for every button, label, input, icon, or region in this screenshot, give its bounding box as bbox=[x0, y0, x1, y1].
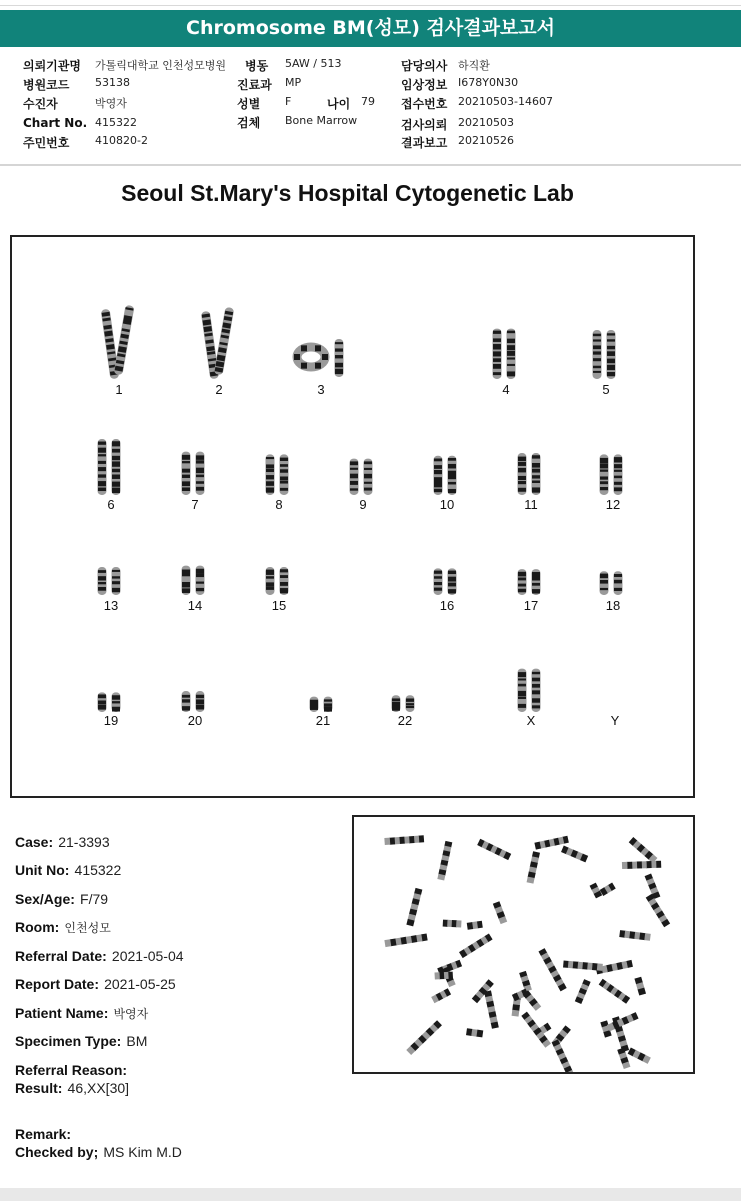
chromosome-label-2: 2 bbox=[215, 382, 223, 397]
top-border bbox=[0, 0, 741, 6]
unit-no-label: Unit No: bbox=[15, 862, 70, 878]
referral-date-value: 2021-05-04 bbox=[111, 948, 184, 964]
sex-age-label: Sex/Age: bbox=[15, 891, 75, 907]
lab-title: Seoul St.Mary's Hospital Cytogenetic Lab bbox=[121, 180, 574, 206]
chromosome-label-5: 5 bbox=[602, 382, 610, 397]
specimen-label: 검체 bbox=[237, 116, 261, 130]
metaphase-chromosome bbox=[406, 1020, 442, 1055]
metaphase-chromosome bbox=[628, 1047, 651, 1063]
metaphase-chromosome bbox=[552, 1039, 575, 1072]
report-date-row bbox=[15, 974, 176, 993]
result-label: Result: bbox=[15, 1080, 63, 1096]
chromosome-label-1: 1 bbox=[115, 382, 123, 397]
chromosome-pair-5 bbox=[593, 330, 616, 379]
chromosome-label-9: 9 bbox=[359, 497, 367, 512]
chromosome-label-y: Y bbox=[610, 713, 620, 728]
metaphase-chromosome bbox=[406, 888, 422, 926]
report-date-value: 2021-05-25 bbox=[104, 976, 176, 992]
header-divider bbox=[0, 164, 741, 166]
referral-reason-label: Referral Reason: bbox=[15, 1062, 128, 1078]
requesting-institution-label: 의뢰기관명 bbox=[23, 59, 81, 73]
metaphase-chromosome bbox=[600, 882, 616, 895]
chromosome-label-13: 13 bbox=[103, 598, 119, 613]
chromosome-pair-11 bbox=[518, 453, 541, 495]
metaphase-chromosome bbox=[493, 901, 507, 924]
chromosome-label-10: 10 bbox=[439, 497, 455, 512]
report-title: Chromosome BM(성모) 검사결과보고서 bbox=[0, 10, 741, 47]
footer-bar bbox=[0, 1188, 741, 1201]
reception-number-value: 20210503-14607 bbox=[458, 95, 553, 108]
case-value: 21-3393 bbox=[58, 834, 110, 850]
chromosome-label-4: 4 bbox=[502, 382, 510, 397]
ward-label: 병동 bbox=[245, 59, 269, 73]
specimen-type-row bbox=[15, 1031, 147, 1050]
metaphase-chromosome bbox=[622, 861, 661, 869]
metaphase-chromosome bbox=[607, 1012, 639, 1031]
chromosome-pair-9 bbox=[350, 459, 373, 495]
chromosome-pair-4 bbox=[493, 329, 516, 379]
metaphase-chromosome bbox=[575, 979, 591, 1004]
metaphase-chromosome bbox=[466, 1028, 483, 1037]
requesting-institution-value: 가톨릭대학교 인천성모병원 bbox=[95, 59, 227, 72]
chart-no-value: 415322 bbox=[95, 116, 137, 129]
hospital-code-label: 병원코드 bbox=[23, 78, 70, 92]
specimen-type-label: Specimen Type: bbox=[15, 1033, 122, 1049]
remark-label: Remark: bbox=[15, 1126, 72, 1142]
test-request-label: 검사의뢰 bbox=[401, 118, 448, 132]
result-row bbox=[15, 1078, 129, 1097]
referral-date-label: Referral Date: bbox=[15, 948, 107, 964]
age-value: 79 bbox=[361, 95, 375, 108]
chromosome-pair-22 bbox=[392, 695, 415, 712]
checked-by-row bbox=[15, 1142, 182, 1161]
chromosome-label-17: 17 bbox=[523, 598, 539, 613]
hospital-code-value: 53138 bbox=[95, 76, 130, 89]
metaphase-chromosome bbox=[646, 894, 670, 927]
specimen-type-value: BM bbox=[126, 1033, 148, 1049]
result-report-label: 결과보고 bbox=[401, 136, 448, 150]
sex-age-value: F/79 bbox=[80, 891, 109, 907]
chromosome-pair-16 bbox=[434, 568, 457, 595]
chromosome-pair-3 bbox=[294, 339, 344, 377]
metaphase-chromosome bbox=[527, 851, 540, 883]
chromosome-pair-20 bbox=[182, 691, 205, 712]
sex-value: F bbox=[285, 95, 292, 108]
metaphase-chromosome bbox=[629, 837, 658, 863]
clinical-info-label: 임상정보 bbox=[401, 78, 448, 92]
chromosome-pair-17 bbox=[518, 569, 541, 595]
metaphase-chromosome bbox=[431, 988, 451, 1003]
chromosome-label-3: 3 bbox=[317, 382, 325, 397]
result-value: 46,XX[30] bbox=[67, 1080, 130, 1096]
metaphase-chromosome bbox=[467, 921, 483, 930]
ward-value: 5AW / 513 bbox=[285, 57, 342, 70]
metaphase-chromosome bbox=[634, 977, 646, 996]
sex-label: 성별 bbox=[237, 97, 261, 111]
chromosome-label-7: 7 bbox=[191, 497, 199, 512]
chromosome-pair-2 bbox=[201, 307, 235, 379]
chromosome-label-12: 12 bbox=[605, 497, 621, 512]
chromosome-label-14: 14 bbox=[187, 598, 203, 613]
chromosome-pair-19 bbox=[98, 692, 121, 712]
room-row bbox=[15, 917, 111, 936]
referral-reason-row bbox=[15, 1060, 127, 1079]
chromosome-label-18: 18 bbox=[605, 598, 621, 613]
metaphase-chromosome bbox=[619, 930, 651, 941]
resident-number-value: 410820-2 bbox=[95, 134, 148, 147]
unit-no-value: 415322 bbox=[74, 862, 122, 878]
patient-name-label: Patient Name: bbox=[15, 1005, 109, 1021]
metaphase-chromosome bbox=[477, 839, 511, 860]
clinical-info-value: I678Y0N30 bbox=[458, 76, 519, 89]
chromosome-pair-12 bbox=[600, 454, 623, 495]
metaphase-chromosome bbox=[437, 841, 452, 881]
checked-by-label: Checked by; bbox=[15, 1144, 99, 1160]
room-label: Room: bbox=[15, 919, 60, 935]
chromosome-label-x: X bbox=[526, 713, 536, 728]
chromosome-label-15: 15 bbox=[271, 598, 287, 613]
patient-name-row bbox=[15, 1003, 148, 1022]
chromosome-pair-1 bbox=[101, 305, 135, 380]
chromosome-label-19: 19 bbox=[103, 713, 119, 728]
referral-date-row bbox=[15, 946, 184, 965]
case-row bbox=[15, 832, 110, 851]
specimen-value: Bone Marrow bbox=[285, 114, 358, 127]
report-date-label: Report Date: bbox=[15, 976, 100, 992]
sex-age-row bbox=[15, 889, 108, 908]
karyogram-panel bbox=[10, 235, 695, 798]
chromosome-label-6: 6 bbox=[107, 497, 115, 512]
metaphase-chromosome bbox=[384, 835, 424, 845]
age-label: 나이 bbox=[327, 97, 351, 111]
attending-doctor-value: 하직환 bbox=[458, 59, 490, 72]
patient-label: 수진자 bbox=[23, 97, 58, 111]
case-label: Case: bbox=[15, 834, 54, 850]
chromosome-pair-10 bbox=[434, 456, 457, 495]
chromosome-label-16: 16 bbox=[439, 598, 455, 613]
metaphase-chromosome bbox=[384, 933, 427, 947]
metaphase-chromosome bbox=[459, 933, 493, 958]
metaphase-chromosome bbox=[561, 846, 588, 863]
chromosome-label-22: 22 bbox=[397, 713, 413, 728]
metaphase-chromosome bbox=[484, 990, 499, 1028]
patient-name-value: 박영자 bbox=[113, 1007, 149, 1021]
chromosome-label-8: 8 bbox=[275, 497, 283, 512]
metaphase-chromosome bbox=[538, 948, 566, 991]
test-request-value: 20210503 bbox=[458, 116, 514, 129]
metaphase-spread-image bbox=[354, 817, 693, 1072]
reception-number-label: 접수번호 bbox=[401, 97, 448, 111]
resident-number-label: 주민번호 bbox=[23, 136, 70, 150]
metaphase-chromosome bbox=[599, 979, 631, 1004]
metaphase-chromosome bbox=[563, 960, 603, 970]
chromosome-pair-21 bbox=[310, 697, 333, 712]
chromosome-label-20: 20 bbox=[187, 713, 203, 728]
chromosome-pair-14 bbox=[182, 566, 205, 595]
chromosome-pair-6 bbox=[98, 439, 121, 495]
checked-by-value: MS Kim M.D bbox=[103, 1144, 182, 1160]
chart-no-label: Chart No. bbox=[23, 116, 88, 130]
result-report-value: 20210526 bbox=[458, 134, 514, 147]
patient-value: 박영자 bbox=[95, 97, 127, 110]
chromosome-pair-7 bbox=[182, 452, 205, 495]
room-value: 인천성모 bbox=[64, 921, 111, 935]
chromosome-pair-8 bbox=[266, 454, 289, 495]
remark-row bbox=[15, 1124, 71, 1143]
metaphase-chromosome bbox=[435, 972, 454, 980]
chromosome-label-11: 11 bbox=[524, 497, 538, 512]
chromosome-pair-15 bbox=[266, 567, 289, 595]
metaphase-panel bbox=[352, 815, 695, 1074]
department-label: 진료과 bbox=[237, 78, 272, 92]
chromosome-pair-13 bbox=[98, 567, 121, 595]
unit-no-row bbox=[15, 860, 121, 879]
attending-doctor-label: 담당의사 bbox=[401, 59, 448, 73]
chromosome-pair-x bbox=[518, 669, 541, 712]
department-value: MP bbox=[285, 76, 302, 89]
metaphase-chromosome bbox=[523, 990, 542, 1011]
chromosome-label-21: 21 bbox=[315, 713, 331, 728]
metaphase-chromosome bbox=[443, 920, 462, 928]
chromosome-pair-18 bbox=[600, 571, 623, 595]
